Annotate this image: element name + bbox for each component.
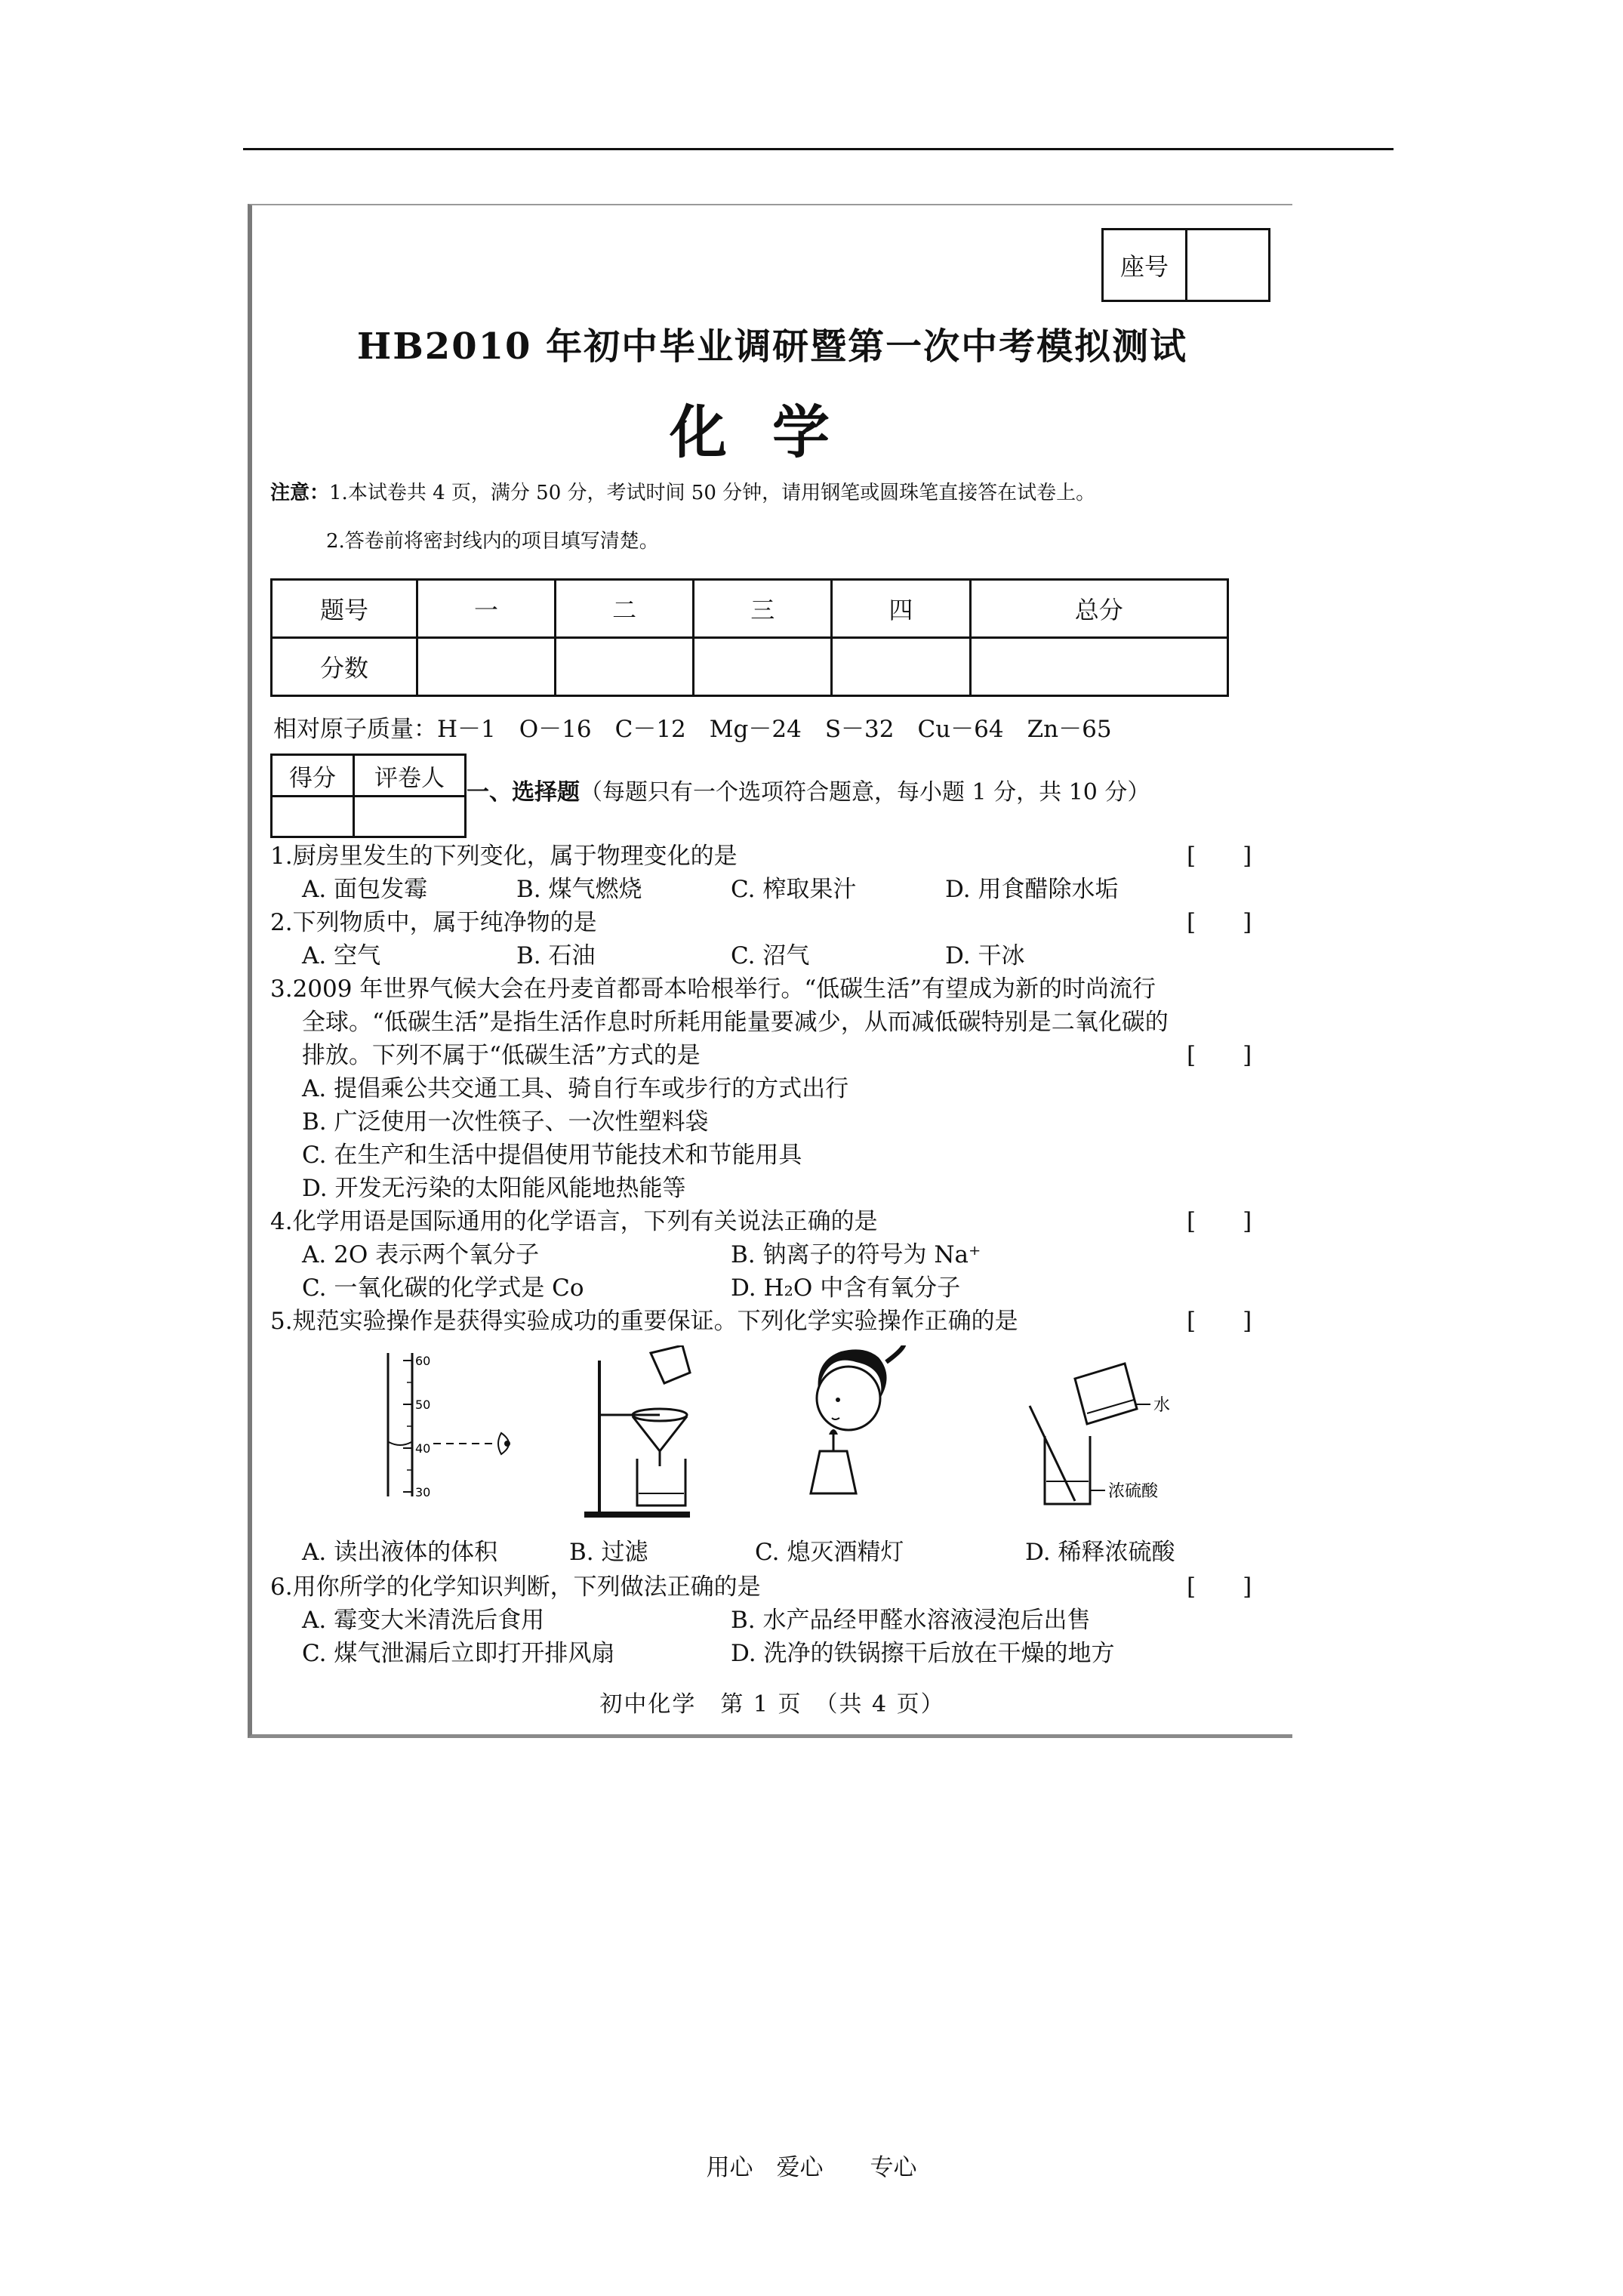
question-5-option-d: D. 稀释浓硫酸 xyxy=(1025,1539,1175,1566)
exam-page-number: 初中化学 第 1 页 （共 4 页） xyxy=(599,1691,945,1718)
question-2-option-b: B. 石油 xyxy=(516,942,596,969)
question-5-option-a: A. 读出液体的体积 xyxy=(302,1539,498,1566)
score-cell xyxy=(694,638,832,696)
question-3-stem-line-3: 排放。下列不属于“低碳生活”方式的是 xyxy=(302,1042,701,1069)
question-3-option-a: A. 提倡乘公共交通工具、骑自行车或步行的方式出行 xyxy=(302,1075,849,1102)
score-cell xyxy=(417,638,556,696)
question-4-option-a: A. 2O 表示两个氧分子 xyxy=(302,1241,540,1268)
question-6-stem: 6.用你所学的化学知识判断，下列做法正确的是 xyxy=(270,1573,761,1601)
section-1-heading xyxy=(467,773,1150,806)
section-1-instructions: （每题只有一个选项符合题意，每小题 1 分，共 10 分） xyxy=(580,779,1150,806)
answer-bracket: [ ] xyxy=(1187,1573,1252,1601)
exam-page-scan xyxy=(248,204,1292,1738)
grader-divider xyxy=(353,795,355,836)
question-2-option-d: D. 干冰 xyxy=(945,942,1025,969)
question-2-stem: 2.下列物质中，属于纯净物的是 xyxy=(270,909,597,936)
score-table-cell: 总分 xyxy=(970,580,1228,638)
score-table-cell: 一 xyxy=(417,580,556,638)
score-table-cell: 三 xyxy=(694,580,832,638)
grader-name-label: 评卷人 xyxy=(355,756,464,797)
grader-box xyxy=(270,754,467,838)
question-1-option-d: D. 用食醋除水垢 xyxy=(945,876,1119,903)
note-prefix: 注意： xyxy=(270,482,330,504)
exam-subject: 化学 xyxy=(670,399,875,466)
score-cell xyxy=(970,638,1228,696)
question-1-option-c: C. 榨取果汁 xyxy=(731,876,857,903)
graduated-cylinder-figure xyxy=(388,1353,510,1499)
acid-label: 浓硫酸 xyxy=(1108,1482,1159,1501)
question-5-option-b: B. 过滤 xyxy=(569,1539,648,1566)
question-2-option-c: C. 沼气 xyxy=(731,942,810,969)
alcohol-lamp-figure xyxy=(811,1345,904,1493)
exam-title: HB2010 年初中毕业调研暨第一次中考模拟测试 xyxy=(356,325,1188,368)
document-footer: 用心 爱心 专心 xyxy=(706,2154,917,2181)
answer-bracket: [ ] xyxy=(1187,909,1252,936)
question-5-figures xyxy=(252,1345,1292,1534)
cylinder-tick-label: 30 xyxy=(415,1485,431,1499)
relative-atomic-mass: 相对原子质量：H－1 O－16 C－12 Mg－24 S－32 Cu－64 Zn－65 xyxy=(273,716,1112,743)
question-3-option-d: D. 开发无污染的太阳能风能地热能等 xyxy=(302,1175,686,1202)
question-4-option-b: B. 钠离子的符号为 Na⁺ xyxy=(731,1241,981,1268)
question-4-stem: 4.化学用语是国际通用的化学语言，下列有关说法正确的是 xyxy=(270,1208,878,1235)
question-4-option-d: D. H₂O 中含有氧分子 xyxy=(731,1274,961,1302)
score-cell xyxy=(556,638,694,696)
score-table-cell: 四 xyxy=(832,580,970,638)
note-text-1: 1.本试卷共 4 页，满分 50 分，考试时间 50 分钟，请用钢笔或圆珠笔直接答在试卷上。 xyxy=(329,482,1096,504)
question-6-option-d: D. 洗净的铁锅擦干后放在干燥的地方 xyxy=(731,1640,1115,1667)
score-row-label: 分数 xyxy=(272,638,417,696)
question-3-stem-line-1: 3.2009 年世界气候大会在丹麦首都哥本哈根举行。“低碳生活”有望成为新的时尚流行 xyxy=(270,975,1156,1003)
answer-bracket: [ ] xyxy=(1187,1208,1252,1235)
cylinder-tick-label: 50 xyxy=(415,1398,431,1412)
water-label: 水 xyxy=(1153,1396,1171,1415)
question-5-stem: 5.规范实验操作是获得实验成功的重要保证。下列化学实验操作正确的是 xyxy=(270,1308,1018,1335)
question-6-option-a: A. 霉变大米清洗后食用 xyxy=(302,1607,545,1634)
answer-bracket: [ ] xyxy=(1187,1042,1252,1069)
answer-bracket: [ ] xyxy=(1187,1308,1252,1335)
score-table-score-row xyxy=(272,638,1228,696)
seat-number-label: 座号 xyxy=(1104,230,1187,300)
seat-number-box xyxy=(1101,228,1270,302)
cylinder-tick-label: 40 xyxy=(415,1441,431,1456)
question-3-option-c: C. 在生产和生活中提倡使用节能技术和节能用具 xyxy=(302,1142,802,1169)
score-cell xyxy=(832,638,970,696)
dilution-figure xyxy=(1030,1364,1170,1504)
cylinder-tick-label: 60 xyxy=(415,1354,431,1368)
top-rule xyxy=(243,148,1394,150)
score-table xyxy=(270,578,1229,697)
score-table-cell: 二 xyxy=(556,580,694,638)
question-4-option-c: C. 一氧化碳的化学式是 Co xyxy=(302,1274,584,1302)
answer-bracket: [ ] xyxy=(1187,843,1252,870)
filtration-figure xyxy=(584,1345,690,1518)
question-3-stem-line-2: 全球。“低碳生活”是指生活作息时所耗用能量要减少，从而减低碳特别是二氧化碳的 xyxy=(302,1009,1169,1036)
question-1-option-a: A. 面包发霉 xyxy=(302,876,428,903)
question-6-option-b: B. 水产品经甲醛水溶液浸泡后出售 xyxy=(731,1607,1091,1634)
question-1-stem: 1.厨房里发生的下列变化，属于物理变化的是 xyxy=(270,843,738,870)
note-line-1 xyxy=(270,477,1095,505)
question-2-option-a: A. 空气 xyxy=(302,942,381,969)
score-table-header-row xyxy=(272,580,1228,638)
score-table-cell: 题号 xyxy=(272,580,417,638)
question-6-option-c: C. 煤气泄漏后立即打开排风扇 xyxy=(302,1640,615,1667)
note-line-2: 2.答卷前将密封线内的项目填写清楚。 xyxy=(326,530,659,553)
question-3-option-b: B. 广泛使用一次性筷子、一次性塑料袋 xyxy=(302,1108,709,1136)
section-1-title: 一、选择题 xyxy=(467,779,580,806)
question-1-option-b: B. 煤气燃烧 xyxy=(516,876,642,903)
question-5-option-c: C. 熄灭酒精灯 xyxy=(755,1539,904,1566)
grader-score-label: 得分 xyxy=(273,756,355,797)
